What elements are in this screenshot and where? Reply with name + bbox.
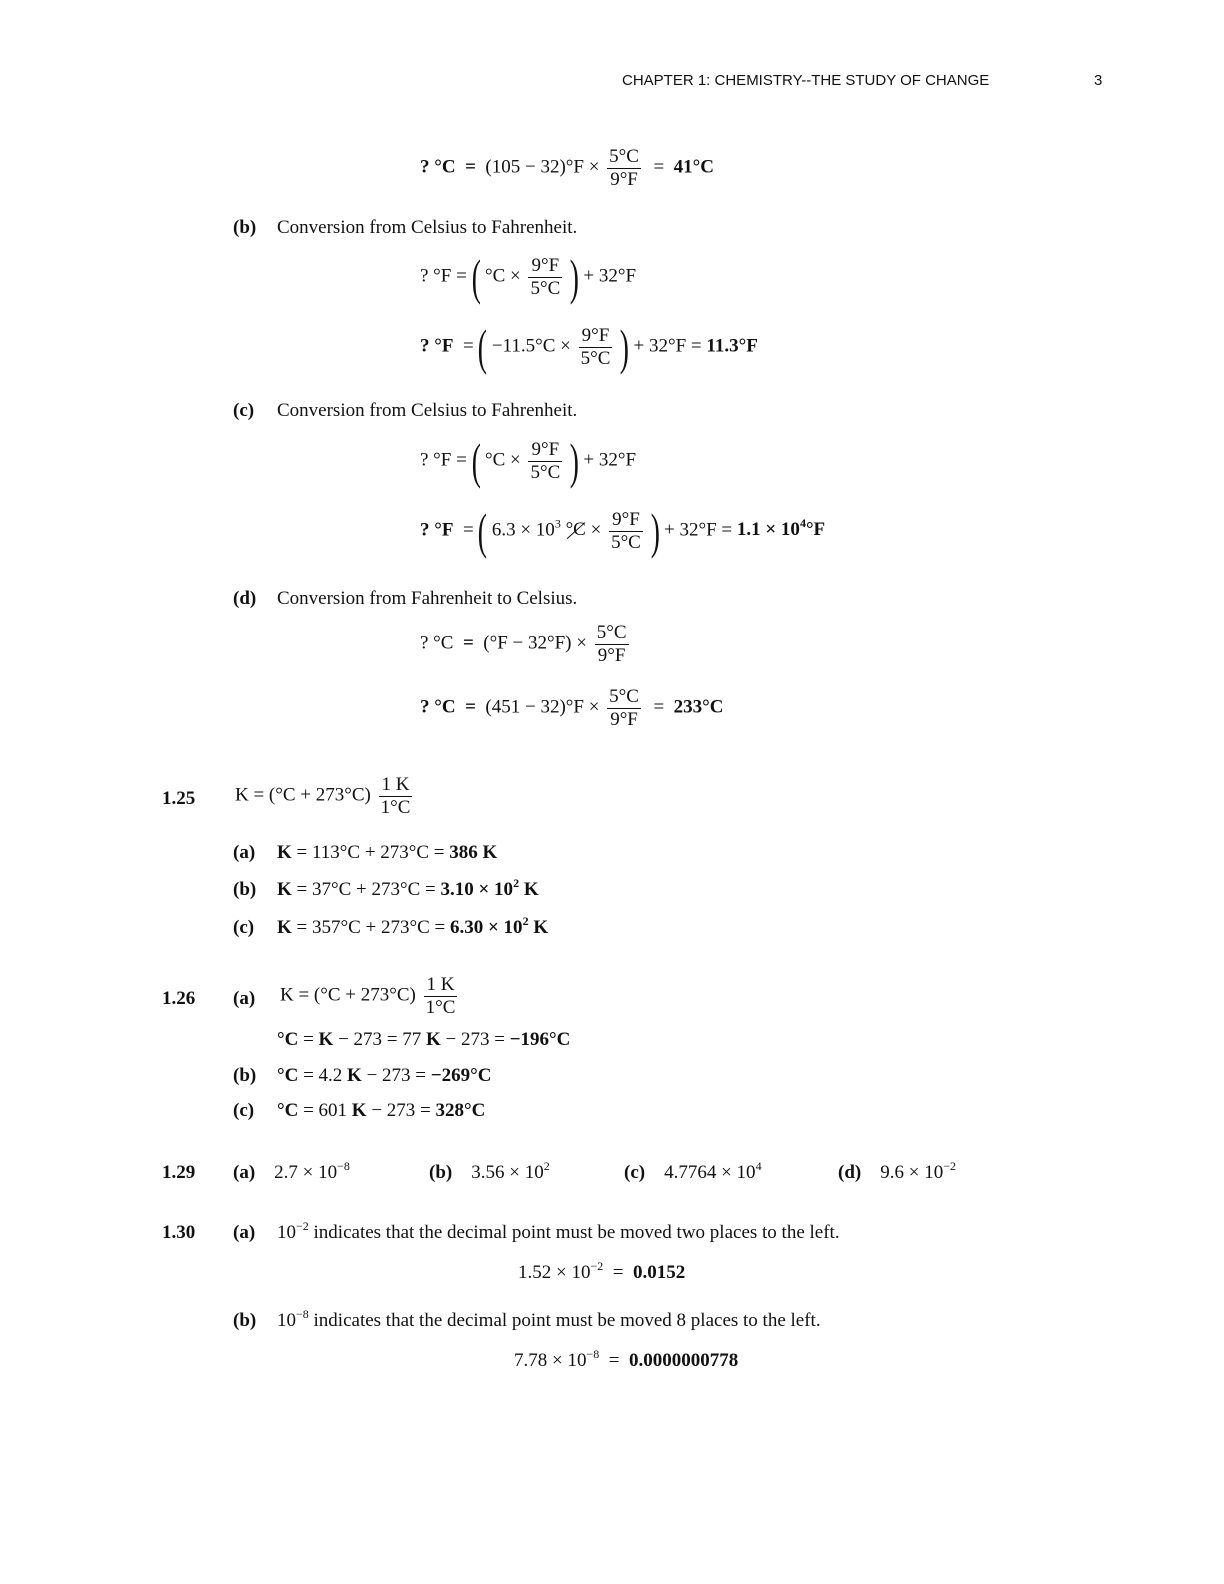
part-label: (d) [233, 588, 257, 609]
equation-row: °C = K − 273 = 77 K − 273 = −196°C [277, 1029, 571, 1050]
part-label: (c) [233, 917, 255, 938]
equation-row: $K = 357^\circ C + 273^\circ C = 6.30 \times 10^2$ K [277, 914, 549, 938]
conversion-result: $1.52 \times 10^{-2} = 0.0152$ [518, 1259, 686, 1283]
equation-c-calc: ? °F = ( $6.3 \times 10^3$ °C × $\frac{9^\circ F}{5^\circ C}$ ) + $32^\circ F = 1.1 \times 10^4^\circ F$ [420, 503, 826, 559]
equation-general: ? °F = ( °C × $\frac{9^\circ F}{5^\circ C}$ ) + 32°F [420, 249, 637, 305]
answer: 386 K [449, 842, 498, 863]
answer: 41°C [673, 156, 714, 178]
part-label: (a) [233, 1222, 256, 1243]
problem-number: 1.26 [162, 988, 196, 1009]
part-description: Conversion from Celsius to Fahrenheit. [277, 217, 578, 238]
page-number: 3 [1094, 72, 1103, 89]
part-label: (c) [233, 1100, 255, 1121]
part-label: (b) [233, 1065, 257, 1086]
equation-row: °C = 4.2 K − 273 = −269°C [277, 1065, 492, 1086]
sci-notation-item: (d) $9.6 \times 10^{-2}$ [838, 1159, 956, 1183]
part-label: (b) [233, 1310, 257, 1331]
sci-notation-item: (c) $4.7764 \times 10^4$ [624, 1159, 762, 1183]
chapter-title: CHAPTER 1: CHEMISTRY--THE STUDY OF CHANGE [622, 72, 990, 89]
part-label: (c) [233, 400, 255, 421]
part-label: (b) [233, 879, 257, 900]
fraction: $\frac{5^\circ C}{9^\circ F}$ [609, 146, 639, 190]
part-label: (b) [233, 217, 257, 238]
answer: 233°C [673, 696, 724, 718]
kelvin-formula: K = (°C + 273°C) $\frac{1 K}{1^\circ C}$ [280, 974, 456, 1018]
equation-row: $K = 37^\circ C + 273^\circ C = 3.10 \times 10^2$ K [277, 876, 539, 900]
answer: −269°C [430, 1065, 492, 1086]
part-description: Conversion from Fahrenheit to Celsius. [277, 588, 578, 609]
answer: 0.0152 [632, 1262, 686, 1283]
answer: $6.30 \times 10^2$ K [449, 914, 549, 938]
answer: $1.1 \times 10^4^\circ F$ [736, 516, 826, 541]
equation-general: ? °C = (°F − 32°F) × $\frac{5^\circ C}{9^\circ F}$ [420, 622, 627, 666]
answer: 328°C [435, 1100, 486, 1121]
equation-a-calc: ? °C = (105 − 32)°F × $\frac{5^\circ C}{9^\circ F}$ = 41°C [420, 146, 714, 190]
part-description: Conversion from Celsius to Fahrenheit. [277, 400, 578, 421]
part-label: (a) [233, 988, 256, 1009]
sci-notation-item: (b) $3.56 \times 10^2$ [429, 1159, 550, 1183]
answer: 0.0000000778 [628, 1350, 739, 1371]
problem-number: 1.25 [162, 788, 196, 809]
problem-number: 1.30 [162, 1222, 196, 1243]
answer: −196°C [509, 1029, 571, 1050]
answer: $3.10 \times 10^2$ K [440, 876, 539, 900]
kelvin-formula: K = (°C + 273°C) $\frac{1 K}{1^\circ C}$ [235, 774, 411, 818]
equation-general: ? °F = ( °C × $\frac{9^\circ F}{5^\circ C}$ ) + 32°F [420, 433, 637, 489]
equation-b-calc: ? °F = ( −11.5°C × $\frac{9^\circ F}{5^\circ C}$ ) + 32°F = 11.3°F [420, 319, 758, 375]
equation-row: K = 113°C + 273°C = 386 K [277, 842, 498, 863]
answer: 11.3°F [706, 335, 758, 357]
sci-notation-item: (a) $2.7 \times 10^{-8}$ [233, 1159, 350, 1183]
conversion-result: $7.78 \times 10^{-8} = 0.0000000778$ [514, 1347, 739, 1371]
problem-number: 1.29 [162, 1162, 196, 1183]
part-description: $10^{-2}$ indicates that the decimal point must be moved two places to the left. [277, 1219, 840, 1243]
equation-row: °C = 601 K − 273 = 328°C [277, 1100, 486, 1121]
part-description: $10^{-8}$ indicates that the decimal point must be moved 8 places to the left. [277, 1307, 821, 1331]
part-label: (a) [233, 842, 256, 863]
equation-d-calc: ? °C = (451 − 32)°F × $\frac{5^\circ C}{9^\circ F}$ = 233°C [420, 686, 724, 730]
